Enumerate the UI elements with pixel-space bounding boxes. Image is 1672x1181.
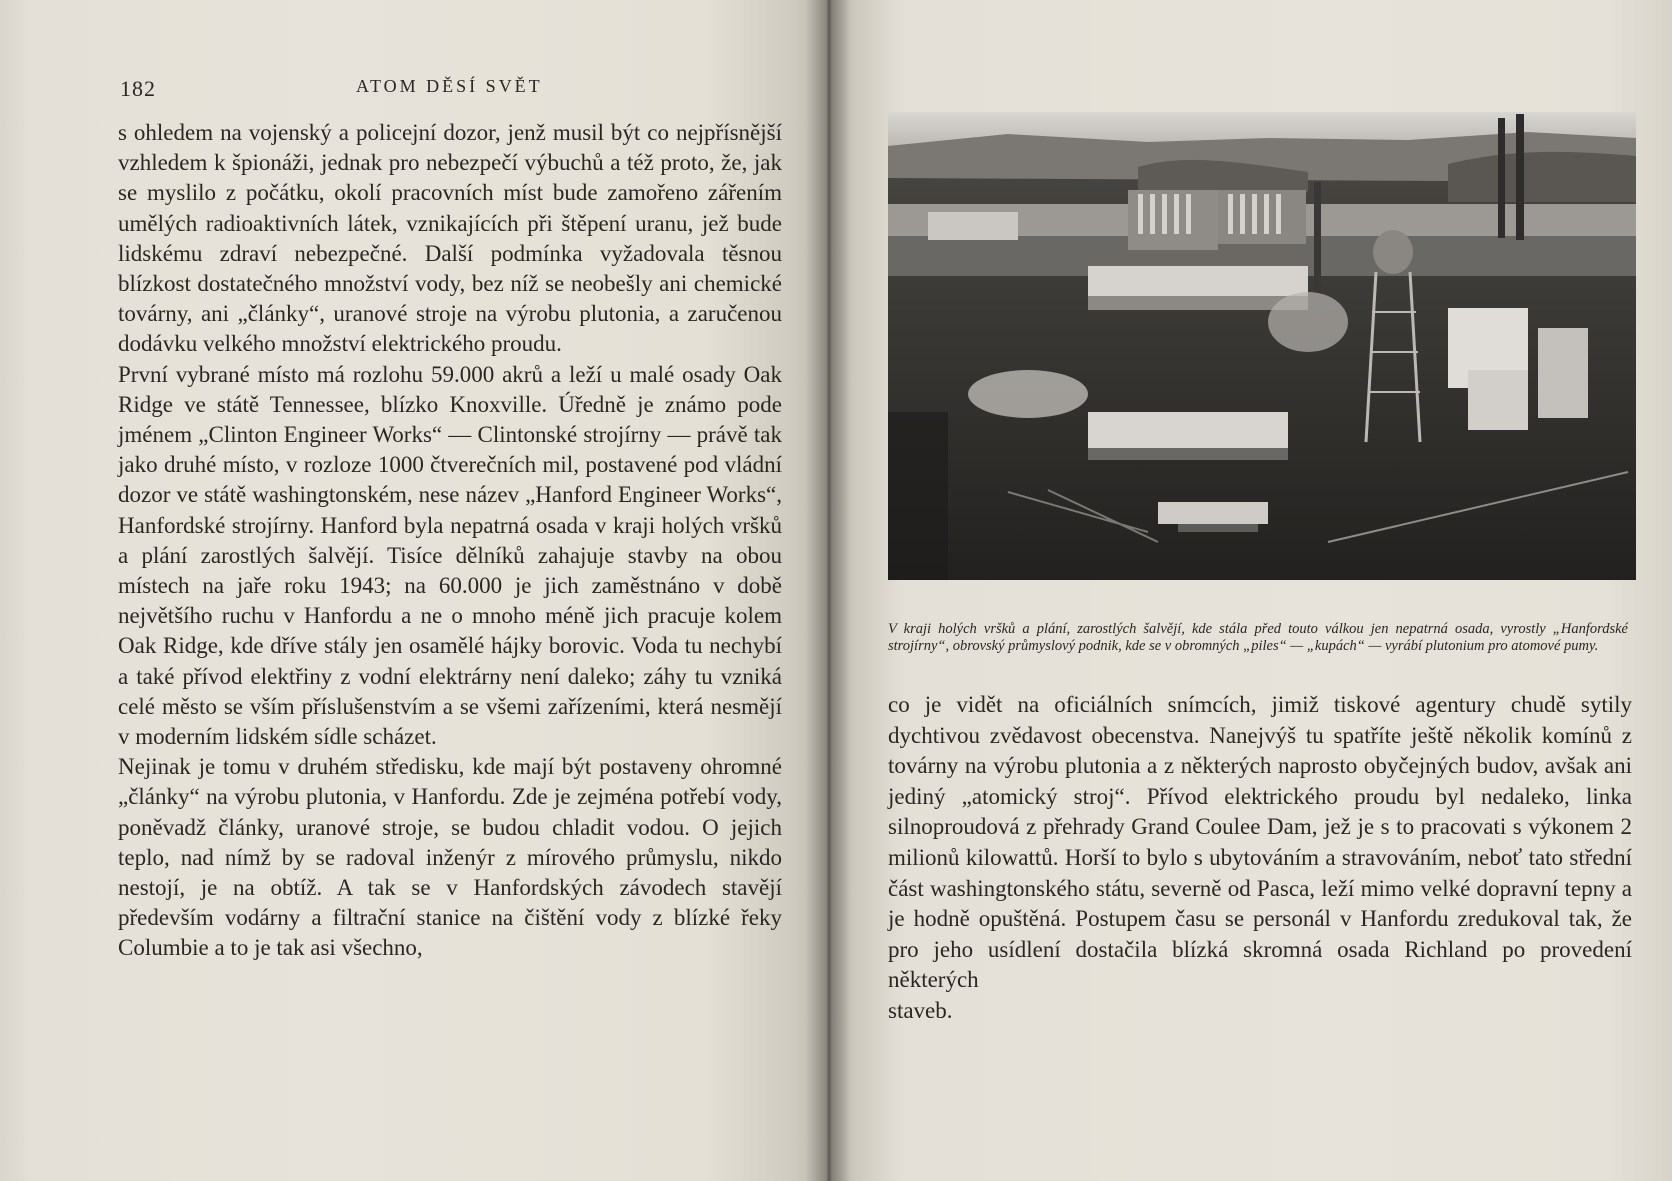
paragraph: První vybrané místo má rozlohu 59.000 akrů a leží u malé osady Oak Ridge ve státě Tennessee, blízko Knoxville. Úředně je známo pode jménem „Clinton Engineer Works“ — Clintonské strojírny — právě tak jako druhé místo, v rozloze 1000 čtverečních mil, postavené pod vládní dozor ve státě washingtonském, nese název „Hanford Engineer Works“, Hanfordské strojírny. Hanford byla nepatrná osada v kraji holých vršků a plání zarostlých šalvějí. Tisíce dělníků zahajuje stavby na obou místech na jaře roku 1943; na 60.000 je jich zaměstnáno v době největšího ruchu v Hanfordu a ne o mnoho méně jich pracuje kolem Oak Ridge, kde dříve stály jen osamělé hájky borovic. Voda tu nechybí a také přívod elektřiny z vodní elektrárny není daleko; záhy tu vzniká celé město se vším příslušenstvím a se všemi zařízeními, která nesmějí v moderním lidském sídle scházet. (118, 361, 782, 750)
book-gutter (806, 0, 850, 1181)
paragraph: co je vidět na oficiálních snímcích, jimiž tiskové agentury chudě sytily dychtivou zvědavost obecenstva. Nanejvýš tu spatříte ještě několik komínů z továrny na výrobu plutonia a z některých naprosto obyčejných budov, avšak ani jediný „atomický stroj“. Přívod elektrického proudu byl nedaleko, linka silnoproudová z přehrady Grand Coulee Dam, jež je s to pracovati s výkonem 2 milionů kilowattů. Horší to bylo s ubytováním a stravováním, neboť tato střední část washingtonského státu, severně od Pasca, leží mimo velké dopravní tepny a je hodně opuštěná. Postupem času se personál v Hanfordu zredukoval tak, že pro jeho usídlení dostačila blízká skromná osada Richland po provedení některých (888, 692, 1632, 993)
paragraph: s ohledem na vojenský a policejní dozor, jenž musil být co nejpřísnější vzhledem k špionáži, jednak pro nebezpečí výbuchů a též proto, že, jak se myslilo z počátku, okolí pracovních míst bude zamořeno zářením umělých radioaktivních látek, vznikajících při štěpení uranu, jež bude lidskému zdraví nebezpečné. Další podmínka vyžadovala těsnou blízkost dostatečného množství vody, bez níž se neobešly ani chemické továrny, ani „články“, uranové stroje na výrobu plutonia, a zaručenou dodávku velkého množství elektrického proudu. (118, 120, 782, 357)
paragraph-last-line: staveb. (888, 997, 953, 1023)
paragraph: Nejinak je tomu v druhém středisku, kde mají být postaveny ohromné „články“ na výrobu plutonia, v Hanfordu. Zde je zejména potřebí vody, poněvadž články, uranové stroje, se budou chladit vodou. O jejich teplo, nad nímž by se radoval inženýr z mírového průmyslu, nikdo nestojí, je na obtíž. A tak se v Hanfordských závodech stavějí především vodárny a filtrační stanice na čištění vody z blízké řeky Columbie a to je tak asi všechno, (118, 754, 782, 961)
left-page (0, 0, 828, 1181)
right-page (828, 0, 1672, 1181)
running-header (120, 76, 780, 102)
left-body-text (118, 118, 782, 964)
right-body-text (888, 690, 1632, 1027)
running-title: ATOM DĚSÍ SVĚT (356, 76, 543, 96)
photo-caption: V kraji holých vršků a plání, zarostlých šalvějí, kde stála před touto válkou jen nepatrná osada, vyrostly „Hanfordské strojírny“, obrovský průmyslový podnik, kde se v obromných „piles“ — „kupách“ — vyrábí plutonium pro atomové pumy. (888, 620, 1628, 654)
hanford-plant-photo (888, 112, 1636, 580)
page-number: 182 (120, 76, 156, 101)
